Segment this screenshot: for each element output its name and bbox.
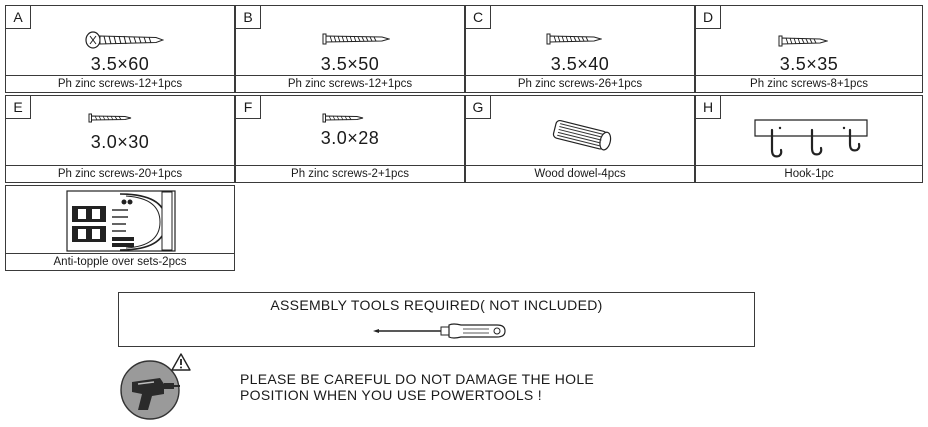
wood-dowel-icon [548, 116, 614, 154]
part-letter: C [466, 6, 491, 29]
part-letter: F [236, 96, 261, 119]
screwdriver-icon [371, 321, 507, 341]
part-cell-b [235, 5, 465, 93]
part-cell-d [695, 5, 923, 93]
part-caption: Anti-topple over sets-2pcs [6, 253, 234, 270]
part-size: 3.5×40 [550, 54, 610, 74]
part-size: 3.5×35 [779, 54, 839, 74]
part-caption: Ph zinc screws-12+1pcs [236, 75, 464, 92]
part-size: 3.5×50 [320, 54, 380, 74]
part-letter: H [696, 96, 721, 119]
assembly-tools-box [118, 292, 755, 347]
part-size: 3.0×28 [320, 128, 380, 148]
part-letter: D [696, 6, 721, 29]
part-caption: Ph zinc screws-12+1pcs [6, 75, 234, 92]
warning-triangle-icon [170, 352, 192, 372]
part-caption: Hook-1pc [696, 165, 922, 182]
anti-topple-kit-icon [66, 190, 178, 254]
screw-icon [322, 113, 364, 123]
part-cell-h [695, 95, 923, 183]
part-caption: Ph zinc screws-2+1pcs [236, 165, 464, 182]
part-size: 3.5×60 [90, 54, 150, 74]
part-letter: B [236, 6, 261, 29]
warning-line-1: PLEASE BE CAREFUL DO NOT DAMAGE THE HOLE [240, 371, 595, 387]
part-letter: G [466, 96, 491, 119]
warning-line-2: POSITION WHEN YOU USE POWERTOOLS ! [240, 387, 542, 403]
part-cell-c [465, 5, 695, 93]
power-tool-warning [240, 371, 594, 403]
screw-icon [546, 33, 602, 45]
screw-icon [84, 31, 164, 49]
part-cell-anti-topple [5, 185, 235, 271]
part-cell-e [5, 95, 235, 183]
part-size: 3.0×30 [90, 132, 150, 152]
assembly-tools-title: ASSEMBLY TOOLS REQUIRED( NOT INCLUDED) [270, 297, 603, 313]
part-caption: Ph zinc screws-26+1pcs [466, 75, 694, 92]
part-cell-f [235, 95, 465, 183]
screw-icon [88, 113, 132, 123]
screw-icon [322, 33, 390, 45]
screw-icon [778, 35, 828, 47]
part-cell-g [465, 95, 695, 183]
part-cell-a [5, 5, 235, 93]
hook-rail-icon [752, 116, 872, 162]
part-caption: Ph zinc screws-20+1pcs [6, 165, 234, 182]
part-caption: Wood dowel-4pcs [466, 165, 694, 182]
part-letter: E [6, 96, 31, 119]
part-letter: A [6, 6, 31, 29]
part-caption: Ph zinc screws-8+1pcs [696, 75, 922, 92]
